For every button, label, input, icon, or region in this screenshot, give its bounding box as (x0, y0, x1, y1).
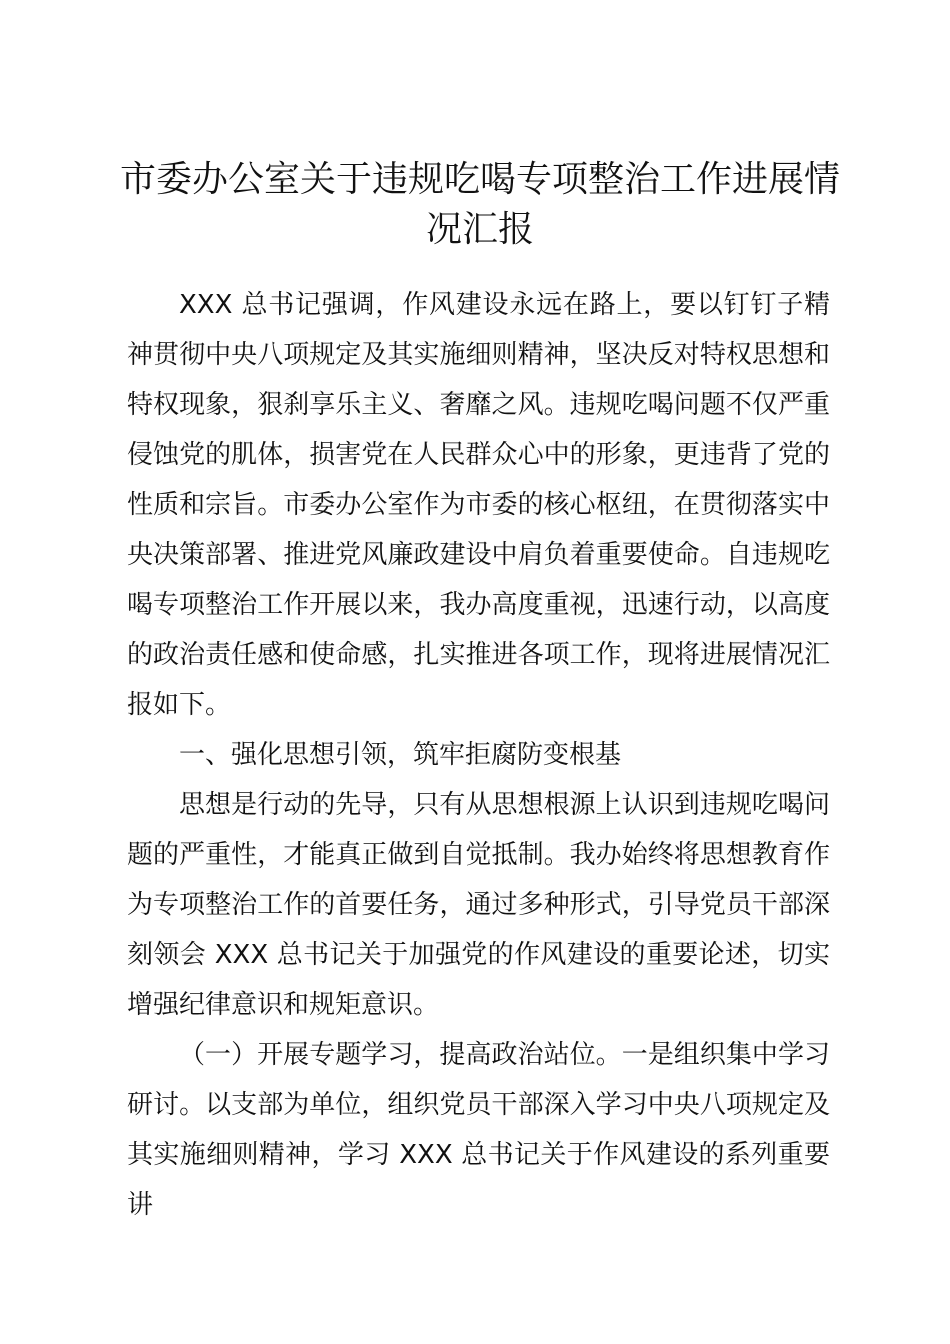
intro-paragraph: XXX 总书记强调，作风建设永远在路上，要以钉钉子精神贯彻中央八项规定及其实施细则精神，坚决反对特权思想和特权现象，狠刹享乐主义、奢靡之风。违规吃喝问题不仅严重侵蚀党的肌体，损害党在人民群众心中的形象，更违背了党的性质和宗旨。市委办公室作为市委的核心枢纽，在贯彻落实中央决策部署、推进党风廉政建设中肩负着重要使命。自违规吃喝专项整治工作开展以来，我办高度重视，迅速行动，以高度的政治责任感和使命感，扎实推进各项工作，现将进展情况汇报如下。 (127, 290, 830, 720)
subsection-1-paragraph: （一）开展专题学习，提高政治站位。一是组织集中学习研讨。以支部为单位，组织党员干部深入学习中央八项规定及其实施细则精神，学习 XXX 总书记关于作风建设的系列重要讲 (127, 1040, 830, 1220)
document-body (127, 280, 830, 1230)
section-heading-1: 一、强化思想引领，筑牢拒腐防变根基 (179, 740, 622, 770)
section-1-paragraph: 思想是行动的先导，只有从思想根源上认识到违规吃喝问题的严重性，才能真正做到自觉抵制。我办始终将思想教育作为专项整治工作的首要任务，通过多种形式，引导党员干部深刻领会 XXX 总书记关于加强党的作风建设的重要论述，切实增强纪律意识和规矩意识。 (127, 790, 830, 1020)
document-title: 市委办公室关于违规吃喝专项整治工作进展情况汇报 (120, 159, 841, 250)
